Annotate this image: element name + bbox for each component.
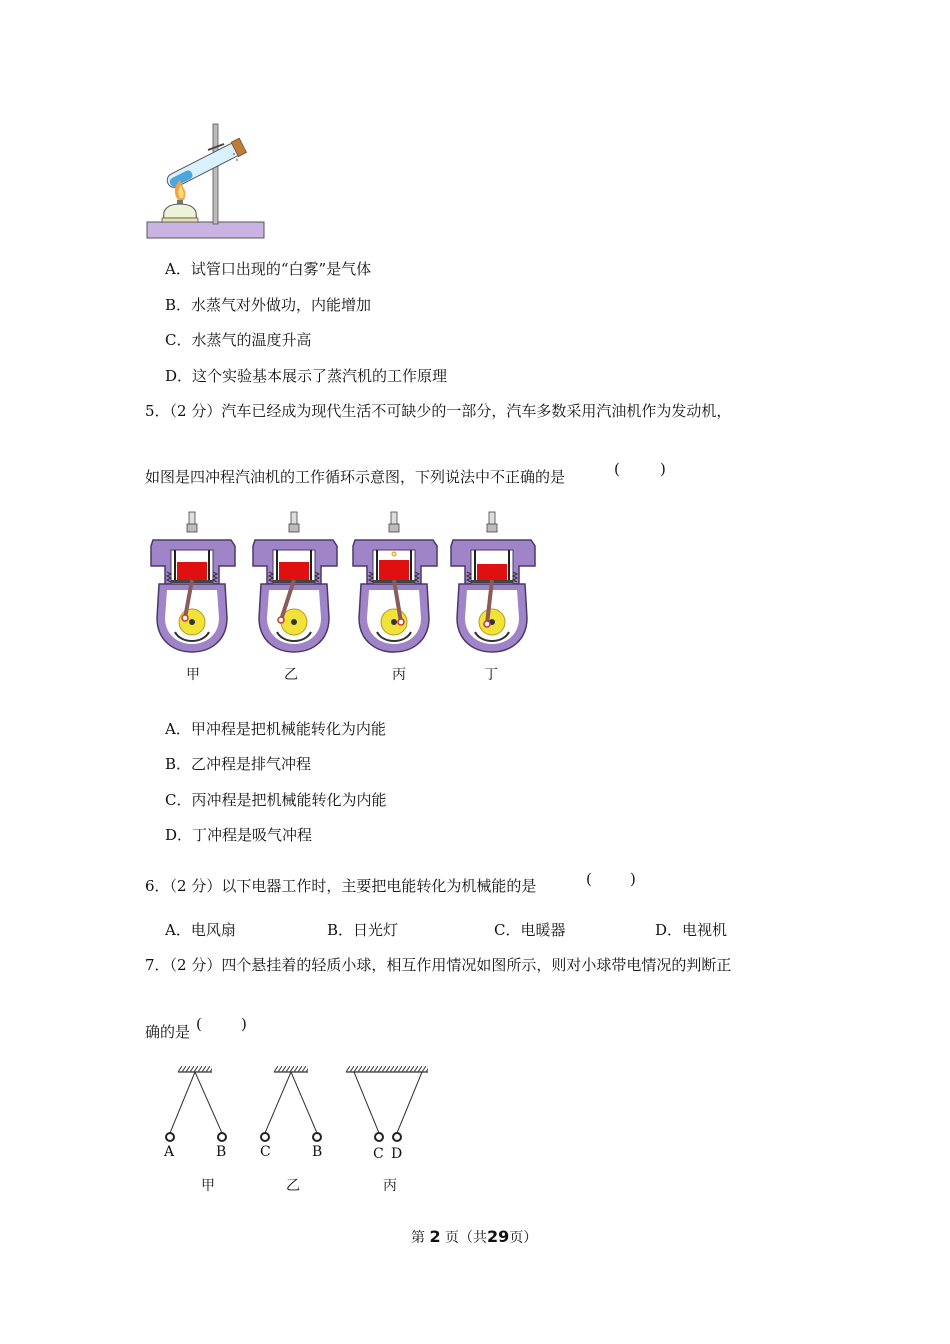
- q6-option-c: C．电暖器: [494, 921, 566, 939]
- ball-label: B: [312, 1144, 323, 1160]
- hanging-balls-figure: [150, 1060, 450, 1160]
- q7-number: 7．: [145, 956, 170, 974]
- engine-label-bing: 丙: [392, 667, 406, 683]
- q5-score: （2 分）: [169, 402, 222, 420]
- q6-option-a: A．电风扇: [165, 921, 236, 939]
- q6-answer-paren-close: ): [630, 870, 636, 888]
- balls-figure-yi: [261, 1066, 321, 1141]
- q4-option-a: A．试管口出现的“白雾”是气体: [165, 260, 372, 278]
- page-total: 29: [487, 1227, 510, 1246]
- q7-answer-paren-open: (: [196, 1015, 202, 1033]
- four-stroke-engine-figure: [145, 510, 545, 660]
- q5-number: 5．: [145, 402, 170, 420]
- q5-option-c: C．丙冲程是把机械能转化为内能: [165, 791, 387, 809]
- q5-option-a: A．甲冲程是把机械能转化为内能: [165, 720, 386, 738]
- q4-option-b: B．水蒸气对外做功，内能增加: [165, 296, 372, 314]
- q7-stem-line1: 7．（2 分）四个悬挂着的轻质小球，相互作用情况如图所示，则对小球带电情况的判断正: [145, 956, 732, 974]
- balls-figure-jia: [166, 1066, 226, 1141]
- q5-option-d: D．丁冲程是吸气冲程: [165, 826, 313, 844]
- balls-caption-yi: 乙: [286, 1178, 300, 1194]
- q6-option-d: D．电视机: [655, 921, 728, 939]
- balls-figure-bing: [346, 1066, 428, 1141]
- q6-option-b: B．日光灯: [327, 921, 399, 939]
- q5-answer-paren-close: ): [660, 460, 666, 478]
- q6-answer-paren-open: (: [586, 870, 592, 888]
- q4-option-c: C．水蒸气的温度升高: [165, 331, 312, 349]
- ball-label: B: [216, 1144, 227, 1160]
- q6-number: 6．: [145, 877, 170, 895]
- balls-caption-jia: 甲: [201, 1178, 215, 1194]
- page-number: 2: [429, 1227, 441, 1246]
- q7-stem-line2: 确的是: [145, 1023, 191, 1041]
- ball-label: C: [373, 1146, 384, 1162]
- q5-stem-line1: 5．（2 分）汽车已经成为现代生活不可缺少的一部分，汽车多数采用汽油机作为发动机，: [145, 402, 732, 420]
- q6-stem: 6．（2 分）以下电器工作时，主要把电能转化为机械能的是: [145, 877, 537, 895]
- q6-score: （2 分）: [169, 877, 222, 895]
- ball-label: D: [391, 1146, 403, 1162]
- q7-answer-paren-close: ): [241, 1015, 247, 1033]
- test-tube-heating-figure: [140, 118, 270, 244]
- ball-label: A: [164, 1144, 175, 1160]
- engine-label-ding: 丁: [484, 667, 498, 683]
- q5-stem-line2: 如图是四冲程汽油机的工作循环示意图，下列说法中不正确的是: [145, 468, 566, 486]
- page-footer: 第 2 页（共29页）: [411, 1227, 538, 1246]
- q5-option-b: B．乙冲程是排气冲程: [165, 755, 312, 773]
- balls-caption-bing: 丙: [383, 1178, 397, 1194]
- q7-score: （2 分）: [169, 956, 222, 974]
- q5-answer-paren-open: (: [614, 460, 620, 478]
- q4-option-d: D．这个实验基本展示了蒸汽机的工作原理: [165, 367, 448, 385]
- engine-label-jia: 甲: [186, 667, 200, 683]
- ball-label: C: [260, 1144, 271, 1160]
- engine-label-yi: 乙: [284, 667, 298, 683]
